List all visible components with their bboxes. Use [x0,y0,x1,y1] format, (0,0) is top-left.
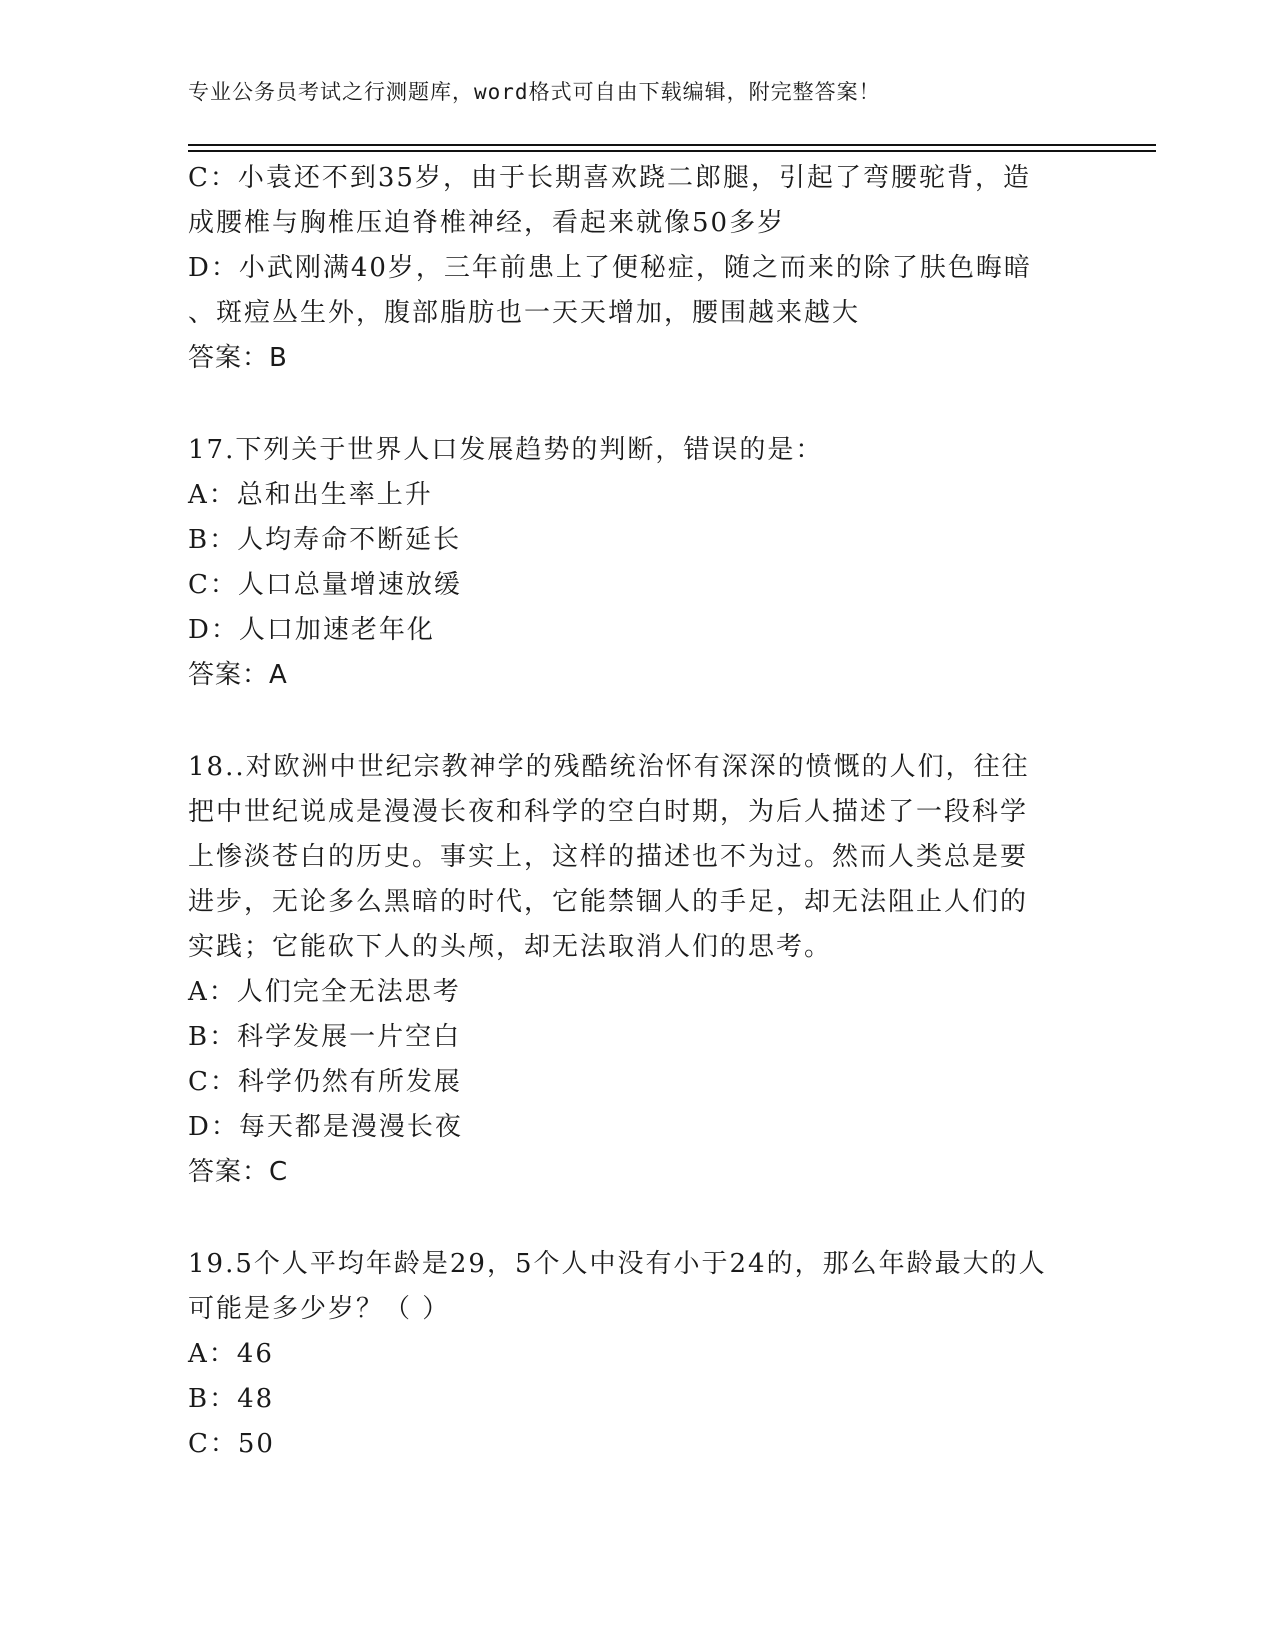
option-c: C：科学仍然有所发展 [188,1067,462,1097]
question-stem-line-4: 进步，无论多么黑暗的时代，它能禁锢人的手足，却无法阻止人们的 [188,887,1029,917]
spacer [188,698,1088,745]
question-19 [188,1242,1088,1467]
question-stem-line-1: 19.5个人平均年龄是29，5个人中没有小于24的，那么年龄最大的人 [188,1249,1047,1279]
question-stem-line-2: 把中世纪说成是漫漫长夜和科学的空白时期，为后人描述了一段科学 [188,797,1029,827]
question-stem-line-5: 实践；它能砍下人的头颅，却无法取消人们的思考。 [188,932,833,962]
question-stem-line-1: 18..对欧洲中世纪宗教神学的残酷统治怀有深深的愤慨的人们，往往 [188,752,1030,782]
option-c: C：50 [188,1429,275,1459]
option-a: A：总和出生率上升 [188,480,433,510]
question-17 [188,428,1088,698]
document-body [188,156,1088,1467]
page-header: 专业公务员考试之行测题库，word格式可自由下载编辑，附完整答案！ [188,80,881,104]
answer-18: 答案：C [188,1157,289,1187]
question-stem-line-2: 可能是多少岁？（ ） [188,1294,451,1324]
option-d: D：人口加速老年化 [188,615,435,645]
option-a: A：人们完全无法思考 [188,977,461,1007]
option-c-line-2: 成腰椎与胸椎压迫脊椎神经，看起来就像50多岁 [188,208,786,238]
question-stem: 17.下列关于世界人口发展趋势的判断，错误的是： [188,435,824,465]
question-16-tail [188,156,1088,381]
question-18 [188,745,1088,1195]
header-rule-top [188,144,1156,146]
answer-17: 答案：A [188,660,288,690]
option-d-line-2: 、斑痘丛生外，腹部脂肪也一天天增加，腰围越来越大 [188,298,861,328]
option-a: A：46 [188,1339,274,1369]
option-b: B：48 [188,1384,275,1414]
option-d: D：每天都是漫漫长夜 [188,1112,463,1142]
option-b: B：人均寿命不断延长 [188,525,462,555]
option-d-line-1: D：小武刚满40岁，三年前患上了便秘症，随之而来的除了肤色晦暗 [188,253,1032,283]
option-c-line-1: C：小袁还不到35岁，由于长期喜欢跷二郎腿，引起了弯腰驼背，造 [188,163,1031,193]
spacer [188,1195,1088,1242]
spacer [188,381,1088,428]
answer-16: 答案：B [188,343,288,373]
question-stem-line-3: 上惨淡苍白的历史。事实上，这样的描述也不为过。然而人类总是要 [188,842,1029,872]
header-rule-bottom [188,150,1156,152]
option-c: C：人口总量增速放缓 [188,570,462,600]
option-b: B：科学发展一片空白 [188,1022,462,1052]
